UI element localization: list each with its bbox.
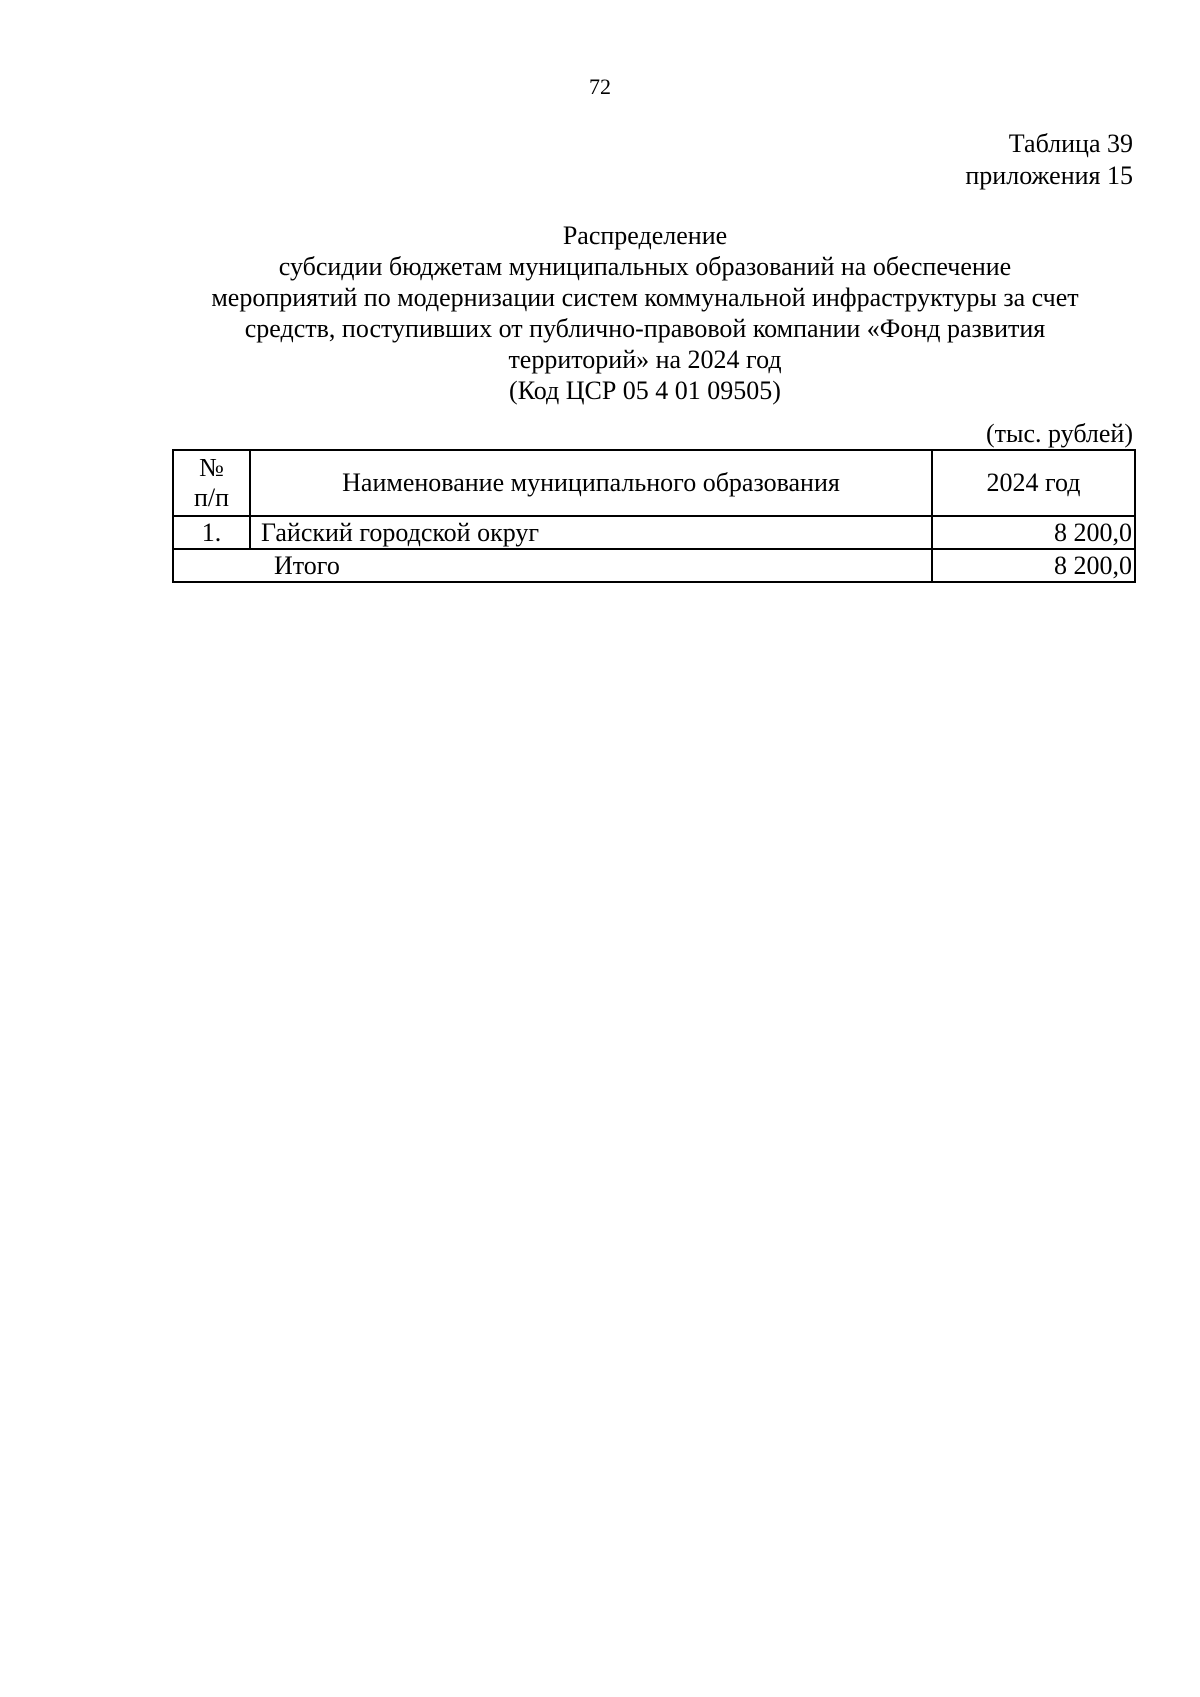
document-title <box>160 220 1130 406</box>
table-header-row <box>173 450 1135 516</box>
title-line6: (Код ЦСР 05 4 01 09505) <box>509 376 781 405</box>
header-number <box>173 450 250 516</box>
row-name: Гайский городской округ <box>250 516 932 549</box>
total-row <box>173 549 1135 582</box>
total-value: 8 200,0 <box>932 549 1135 582</box>
distribution-table <box>172 449 1136 583</box>
header-year: 2024 год <box>932 450 1135 516</box>
header-number-line2: п/п <box>193 483 230 512</box>
title-line1: Распределение <box>562 221 728 250</box>
table-reference <box>965 128 1133 192</box>
title-line2: субсидии бюджетам муниципальных образований на обеспечение <box>278 252 1012 281</box>
title-line3: мероприятий по модернизации систем коммунальной инфраструктуры за счет <box>211 283 1079 312</box>
table-reference-line2: приложения 15 <box>965 161 1133 190</box>
title-line4: средств, поступивших от публично-правовой компании «Фонд развития <box>244 314 1046 343</box>
row-number: 1. <box>173 516 250 549</box>
table-row <box>173 516 1135 549</box>
row-value: 8 200,0 <box>932 516 1135 549</box>
table-reference-line1: Таблица 39 <box>1008 129 1133 158</box>
header-number-line1: № <box>199 453 224 482</box>
title-line5: территорий» на 2024 год <box>508 345 782 374</box>
header-name: Наименование муниципального образования <box>250 450 932 516</box>
units-label: (тыс. рублей) <box>985 419 1133 448</box>
total-label: Итого <box>173 549 932 582</box>
page-number: 72 <box>589 74 611 99</box>
